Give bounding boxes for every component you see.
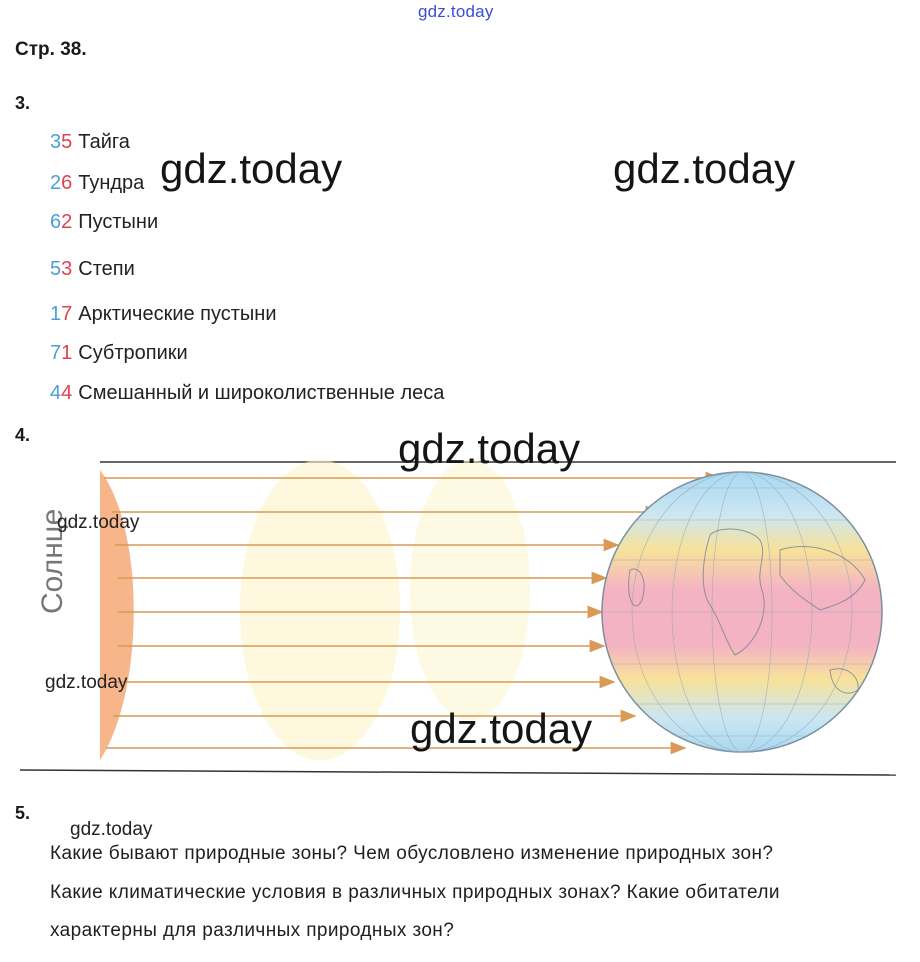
zone-digit-2: 4 (61, 382, 73, 404)
task-4-number: 4. (15, 425, 31, 445)
watermark-top: gdz.today (418, 2, 494, 21)
zone-digit-1: 6 (50, 211, 62, 233)
zone-digit-1: 5 (50, 258, 62, 280)
sun-label: Солнце (36, 508, 69, 614)
zone-name: Арктические пустыни (78, 303, 277, 325)
zone-digit-2: 7 (61, 303, 73, 325)
zone-digit-1: 4 (50, 382, 62, 404)
zone-name: Пустыни (78, 211, 159, 233)
zone-digit-1: 7 (50, 342, 62, 364)
zone-item (50, 258, 135, 281)
watermark: gdz.today (70, 819, 153, 840)
task-5-number: 5. (15, 803, 31, 823)
zone-item (50, 172, 144, 195)
page-reference: Стр. 38. (15, 39, 87, 60)
zone-digit-1: 1 (50, 303, 62, 325)
question-line: характерны для различных природных зон? (50, 920, 455, 941)
zone-digit-2: 5 (61, 131, 73, 153)
watermark: gdz.today (410, 705, 593, 752)
bottom-boundary-line (20, 770, 896, 775)
zone-name: Тундра (78, 172, 145, 194)
zone-name: Степи (78, 258, 135, 280)
zone-digit-2: 1 (61, 342, 73, 364)
task-3-number: 3. (15, 93, 31, 113)
watermark: gdz.today (398, 425, 581, 472)
watermark: gdz.today (613, 145, 796, 192)
zone-digit-1: 2 (50, 172, 62, 194)
zone-name: Тайга (78, 131, 130, 153)
zone-item (50, 342, 188, 365)
question-line: Какие климатические условия в различных природных зонах? Какие обитатели (50, 882, 780, 903)
zone-name: Смешанный и широколиственные леса (78, 382, 445, 404)
question-line: Какие бывают природные зоны? Чем обусловлено изменение природных зон? (50, 843, 774, 864)
watermark: gdz.today (45, 672, 128, 693)
zone-item (50, 131, 130, 154)
zone-digit-1: 3 (50, 131, 62, 153)
watermark: gdz.today (160, 145, 343, 192)
zone-digit-2: 6 (61, 172, 73, 194)
watermark: gdz.today (57, 512, 140, 533)
zone-item (50, 211, 158, 234)
zone-digit-2: 2 (61, 211, 73, 233)
earth-globe (602, 472, 882, 752)
zone-item (50, 382, 444, 405)
zone-name: Субтропики (78, 342, 188, 364)
zone-item (50, 303, 277, 326)
zone-digit-2: 3 (61, 258, 73, 280)
